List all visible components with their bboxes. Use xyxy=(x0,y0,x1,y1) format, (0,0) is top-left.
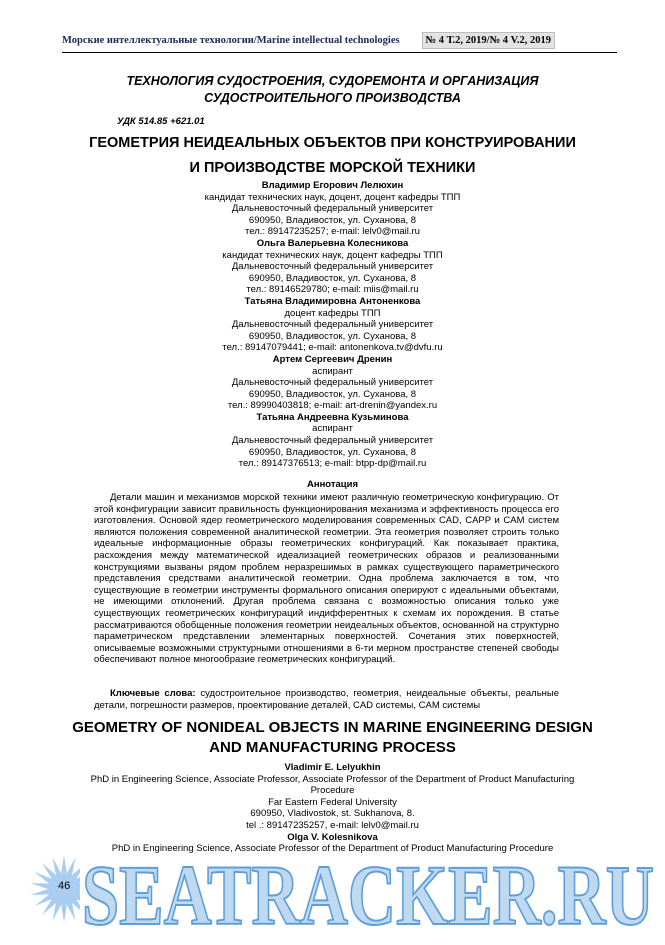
author-affiliation: Дальневосточный федеральный университет xyxy=(231,261,434,273)
author-contacts: тел.: 89147079441; e-mail: antonenkova.tv@dvfu.ru xyxy=(222,342,443,354)
author-block xyxy=(120,354,545,412)
author-list xyxy=(120,180,545,470)
abstract-text: Детали машин и механизмов морской техники имеют различную геометрическую конфигурацию. От этой конфигурации зависит правильность функционирования механизма и эффективность процесса его изготовления. Основой ядер геометрического моделирования современных CAD, CAPP и CAM систем являются положения современной аналитической геометрии. Эта геометрия позволяет строить только идеальные информационные образы геометрических конфигураций. Как показывает практика, расхождения между математической идеализацией геометрических образов и реализованными конструкциями вызваны рядом проблем неразрешимых в рамках существующего параметрического представления средствами аналитической геометрии. Одна проблема заключается в том, что существующие в геометрии инструменты формального описания оперируют с идеальными объектами, не имеющими отклонений. Другая проблема связана с возможностью описания только уже существующих геометрических конфигураций индифферентных к схемам их порождения. В статье рассматриваются обобщенные положения геометрии неидеальных объектов, основанной на структурно параметрическом представлении элементарных поверхностей. Сочетания этих поверхностей, описываемые возможными структурными отношениями в 6-ти мерном пространстве степеней свободы обеспечивают полное многообразие геометрических конфигураций. xyxy=(94,492,559,666)
issue-label: № 4 Т.2, 2019/№ 4 V.2, 2019 xyxy=(422,32,555,49)
author-address: 690950, Владивосток, ул. Суханова, 8 xyxy=(248,214,417,226)
keywords-label: Ключевые слова: xyxy=(110,688,196,699)
author-position: кандидат технических наук, доцент, доцент кафедры ТПП xyxy=(204,191,461,203)
author-name: Татьяна Владимировна Антоненкова xyxy=(244,295,421,307)
page-number: 46 xyxy=(58,880,71,892)
author-affiliation: Дальневосточный федеральный университет xyxy=(231,319,434,331)
author-name: Татьяна Андреевна Кузьминова xyxy=(256,411,409,423)
author-contacts: тел.: 89990403818; e-mail: art-drenin@yandex.ru xyxy=(227,400,438,412)
watermark-logo xyxy=(82,852,660,936)
author-affiliation: Дальневосточный федеральный университет xyxy=(231,203,434,215)
author-position-en-cont: Procedure xyxy=(310,785,355,797)
udk-code: УДК 514.85 +621.01 xyxy=(117,116,205,127)
author-name: Артем Сергеевич Дренин xyxy=(272,353,393,365)
author-position-en: PhD in Engineering Science, Associate Professor of the Department of Product Manufacturing Procedure xyxy=(111,843,554,855)
author-address-en: 690950, Vladivostok, st. Sukhanova, 8. xyxy=(250,808,415,820)
author-contacts-en: tel .: 89147235257, e-mail: lelv0@mail.ru xyxy=(246,819,419,831)
watermark-text: SEATRACKER.RU xyxy=(82,852,654,936)
author-name: Владимир Егорович Лелюхин xyxy=(261,180,404,191)
english-title xyxy=(40,718,625,758)
section-title: ТЕХНОЛОГИЯ СУДОСТРОЕНИЯ, СУДОРЕМОНТА И ОРГАНИЗАЦИЯ СУДОСТРОИТЕЛЬНОГО ПРОИЗВОДСТВА xyxy=(126,74,539,105)
author-position: аспирант xyxy=(312,423,353,435)
author-address: 690950, Владивосток, ул. Суханова, 8 xyxy=(248,272,417,284)
paper-title-line: И ПРОИЗВОДСТВЕ МОРСКОЙ ТЕХНИКИ xyxy=(189,160,476,176)
author-block xyxy=(120,296,545,354)
author-block xyxy=(120,180,545,238)
journal-name: Морские интеллектуальные технологии/Marine intellectual technologies xyxy=(62,35,400,46)
author-affiliation-en: Far Eastern Federal University xyxy=(268,796,397,808)
author-contacts: тел.: 89147376513; e-mail: btpp-dp@mail.ru xyxy=(238,458,427,470)
author-name-en: Vladimir E. Lelyukhin xyxy=(284,762,381,773)
author-contacts: тел.: 89146529780; e-mail: miis@mail.ru xyxy=(246,284,419,296)
author-address: 690950, Владивосток, ул. Суханова, 8 xyxy=(248,446,417,458)
author-block xyxy=(120,412,545,470)
author-address: 690950, Владивосток, ул. Суханова, 8 xyxy=(248,330,417,342)
paper-title-line: ГЕОМЕТРИЯ НЕИДЕАЛЬНЫХ ОБЪЕКТОВ ПРИ КОНСТРУИРОВАНИИ xyxy=(89,135,576,151)
english-title-line: AND MANUFACTURING PROCESS xyxy=(209,739,456,756)
abstract-heading: Аннотация xyxy=(306,479,359,490)
english-author-list xyxy=(40,762,625,855)
author-block xyxy=(120,238,545,296)
paper-title xyxy=(60,131,605,181)
author-position: кандидат технических наук, доцент кафедры ТПП xyxy=(222,249,443,261)
author-affiliation: Дальневосточный федеральный университет xyxy=(231,377,434,389)
author-affiliation: Дальневосточный федеральный университет xyxy=(231,435,434,447)
author-position-en: PhD in Engineering Science, Associate Professor, Associate Professor of the Department of Product Manufacturing xyxy=(90,773,575,785)
running-header xyxy=(62,32,617,53)
author-name: Ольга Валерьевна Колесникова xyxy=(256,237,409,249)
keywords xyxy=(94,688,559,711)
author-position: аспирант xyxy=(312,365,353,377)
author-position: доцент кафедры ТПП xyxy=(284,307,381,319)
keywords-text: судостроительное производство, геометрия, неидеальные объекты, реальные детали, погрешности размеров, проектирование деталей, CAD системы, CAM системы xyxy=(94,688,559,711)
author-name-en: Olga V. Kolesnikova xyxy=(287,831,378,843)
author-address: 690950, Владивосток, ул. Суханова, 8 xyxy=(248,388,417,400)
english-title-line: GEOMETRY OF NONIDEAL OBJECTS IN MARINE ENGINEERING DESIGN xyxy=(72,719,593,736)
author-contacts: тел.: 89147235257; e-mail: lelv0@mail.ru xyxy=(245,226,420,238)
